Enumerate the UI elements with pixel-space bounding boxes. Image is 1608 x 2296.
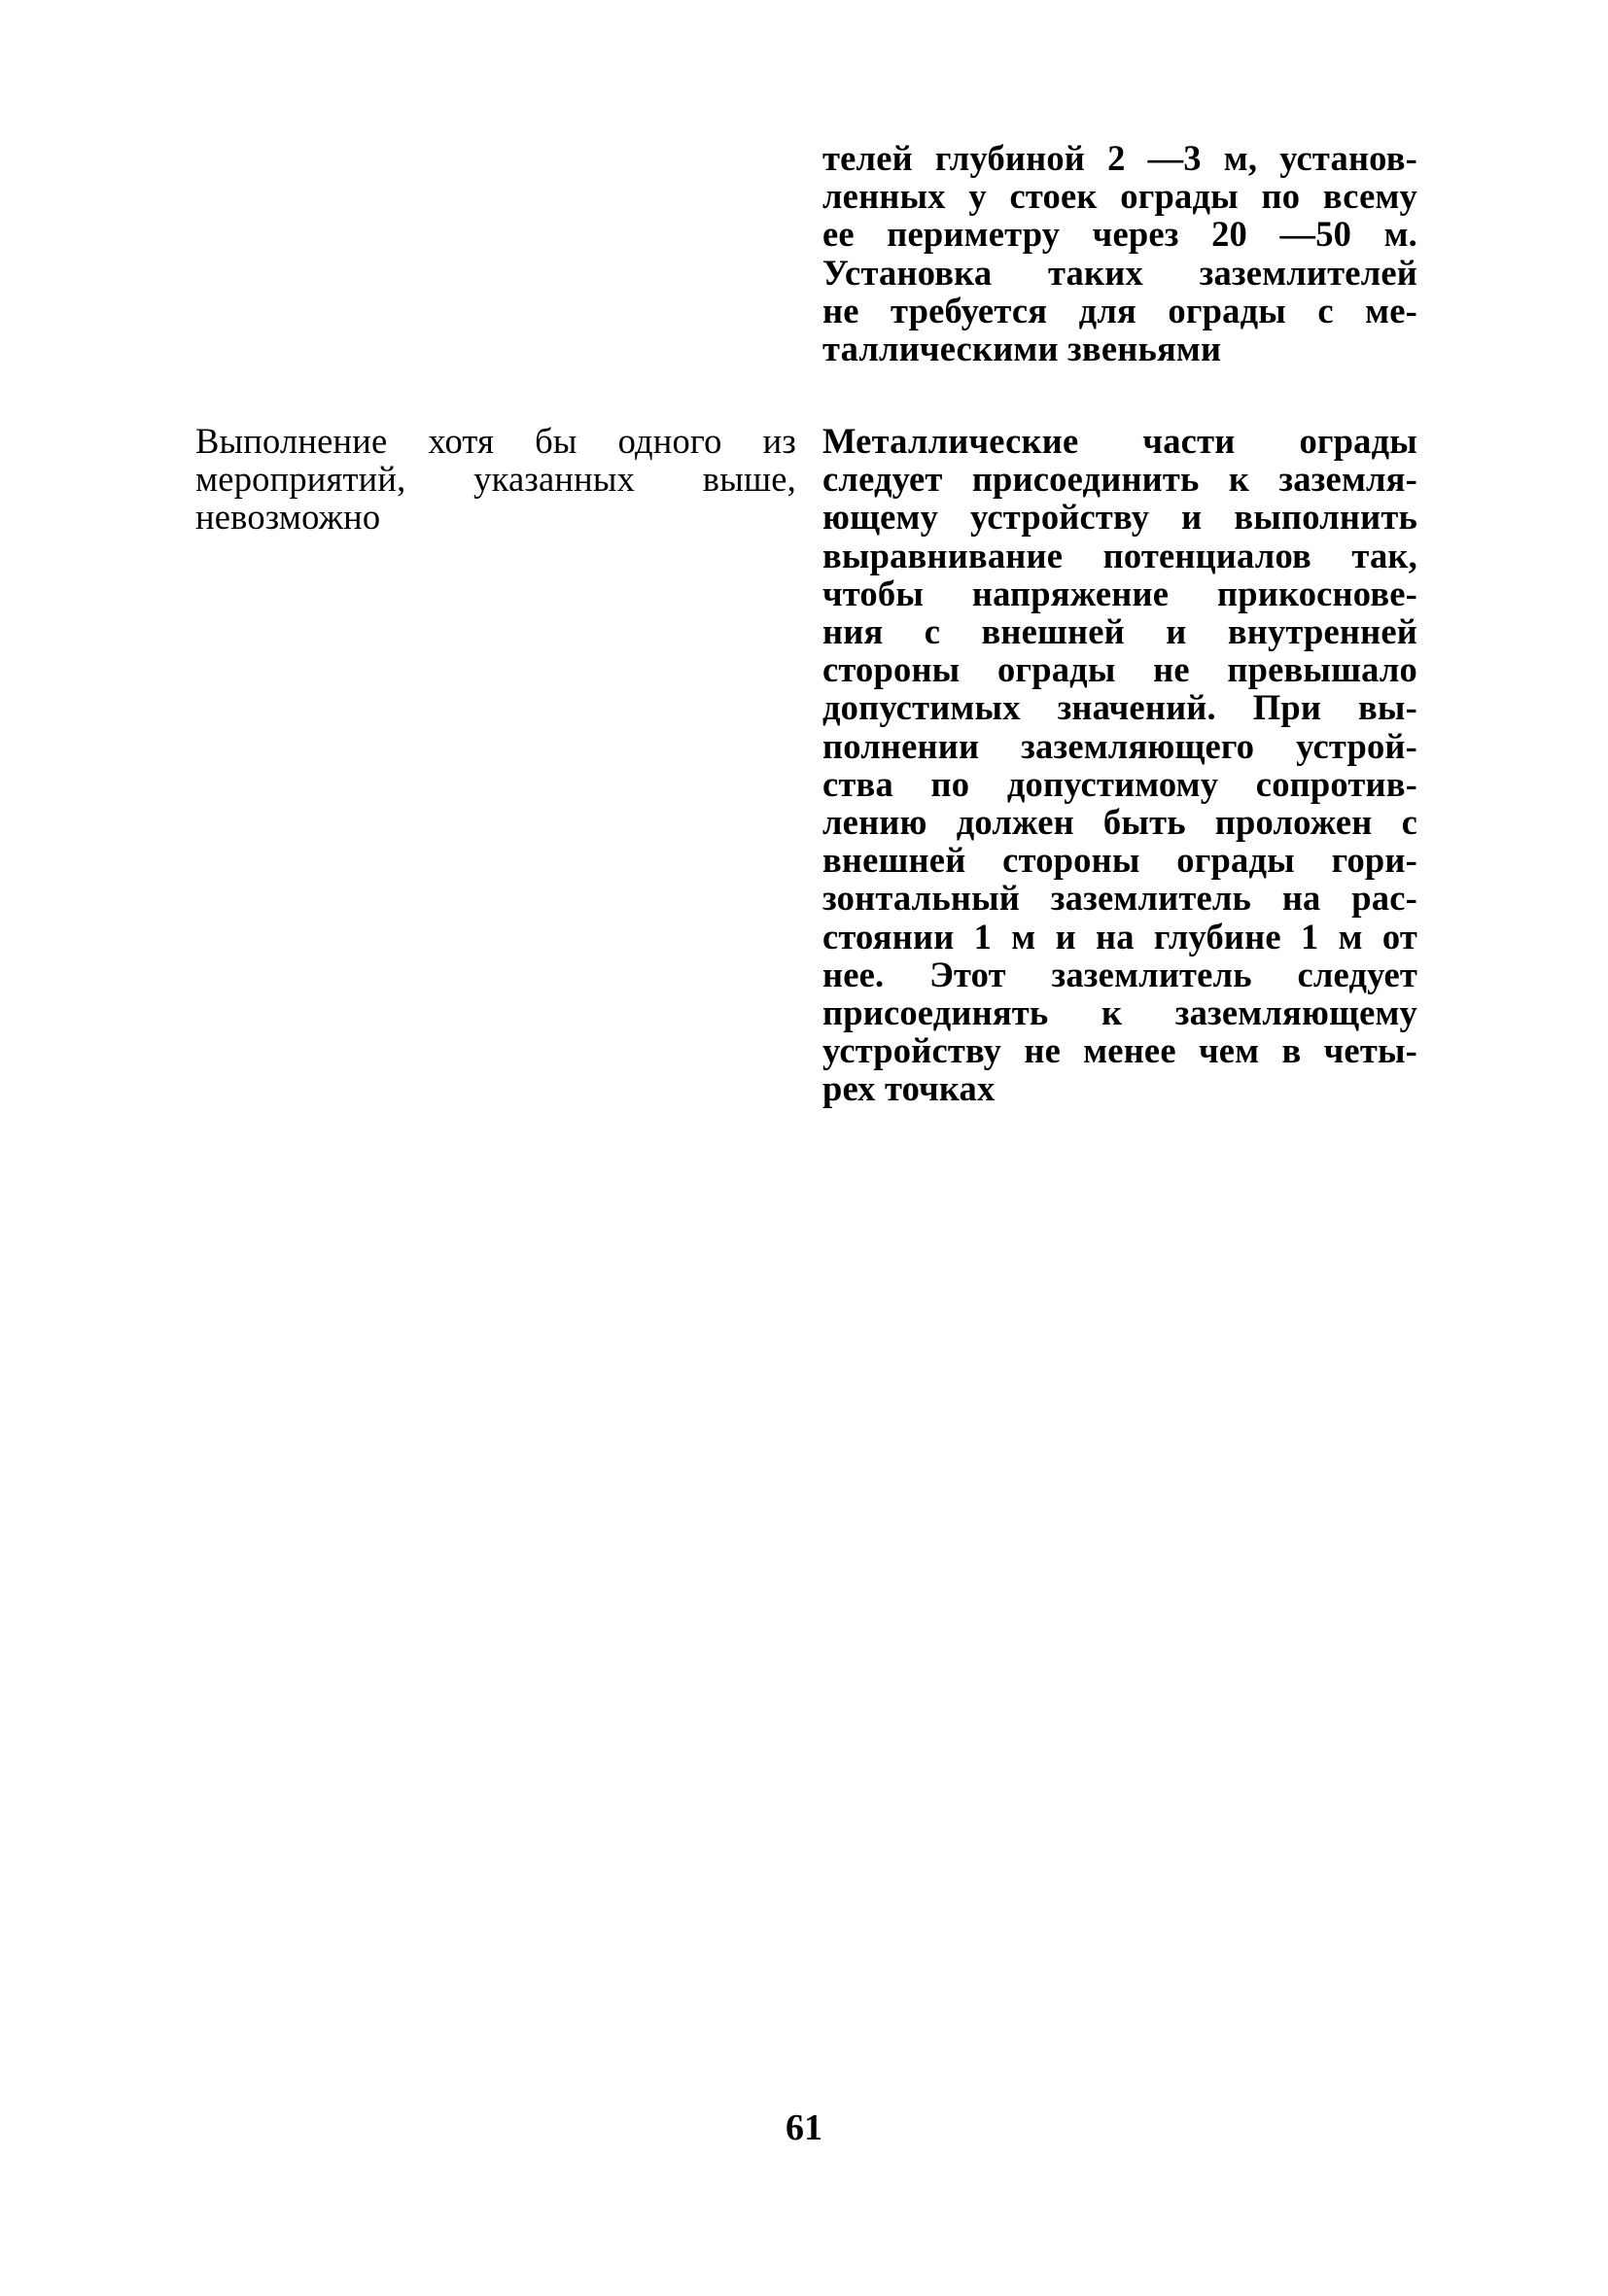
- text-line: внешней стороны ограды гори-: [822, 840, 1417, 881]
- text-line: присоединять к заземляющему: [822, 992, 1417, 1033]
- measure-cell: [822, 422, 1417, 1108]
- condition-cell: [195, 422, 796, 537]
- text-line: таллическими звеньями: [822, 329, 1222, 369]
- text-line: телей глубиной 2 —3 м, установ-: [822, 138, 1417, 178]
- text-line: нее. Этот заземлитель следует: [822, 954, 1417, 994]
- text-line: не требуется для ограды с ме-: [822, 290, 1417, 330]
- text-line: Металлические части ограды: [822, 421, 1417, 461]
- text-line: рех точках: [822, 1068, 996, 1109]
- text-line: ленных у стоек ограды по всему: [822, 176, 1417, 217]
- text-line: стоянии 1 м и на глубине 1 м от: [822, 916, 1417, 957]
- text-line: полнении заземляющего устрой-: [822, 725, 1417, 766]
- text-line: выравнивание потенциалов так,: [822, 535, 1417, 575]
- text-line: мероприятий, указанных выше,: [195, 459, 796, 500]
- text-line: ющему устройству и выполнить: [822, 497, 1417, 538]
- text-line: чтобы напряжение прикоснове-: [822, 573, 1417, 613]
- text-line: стороны ограды не превышало: [822, 649, 1417, 690]
- text-line: зонтальный заземлитель на рас-: [822, 878, 1417, 919]
- text-line: следует присоединить к заземля-: [822, 459, 1417, 500]
- text-line: устройству не менее чем в четы-: [822, 1030, 1417, 1071]
- continued-table-cell: [822, 139, 1417, 367]
- text-line: Выполнение хотя бы одного из: [195, 421, 796, 461]
- text-line: лению должен быть проложен с: [822, 802, 1417, 843]
- text-line: Установка таких заземлителей: [822, 252, 1417, 293]
- text-line: невозможно: [195, 497, 381, 538]
- page-number: 61: [786, 2107, 822, 2148]
- text-line: ния с внешней и внутренней: [822, 611, 1417, 652]
- text-line: ства по допустимому сопротив-: [822, 763, 1417, 804]
- text-line: ее периметру через 20 —50 м.: [822, 214, 1417, 255]
- text-line: допустимых значений. При вы-: [822, 687, 1417, 728]
